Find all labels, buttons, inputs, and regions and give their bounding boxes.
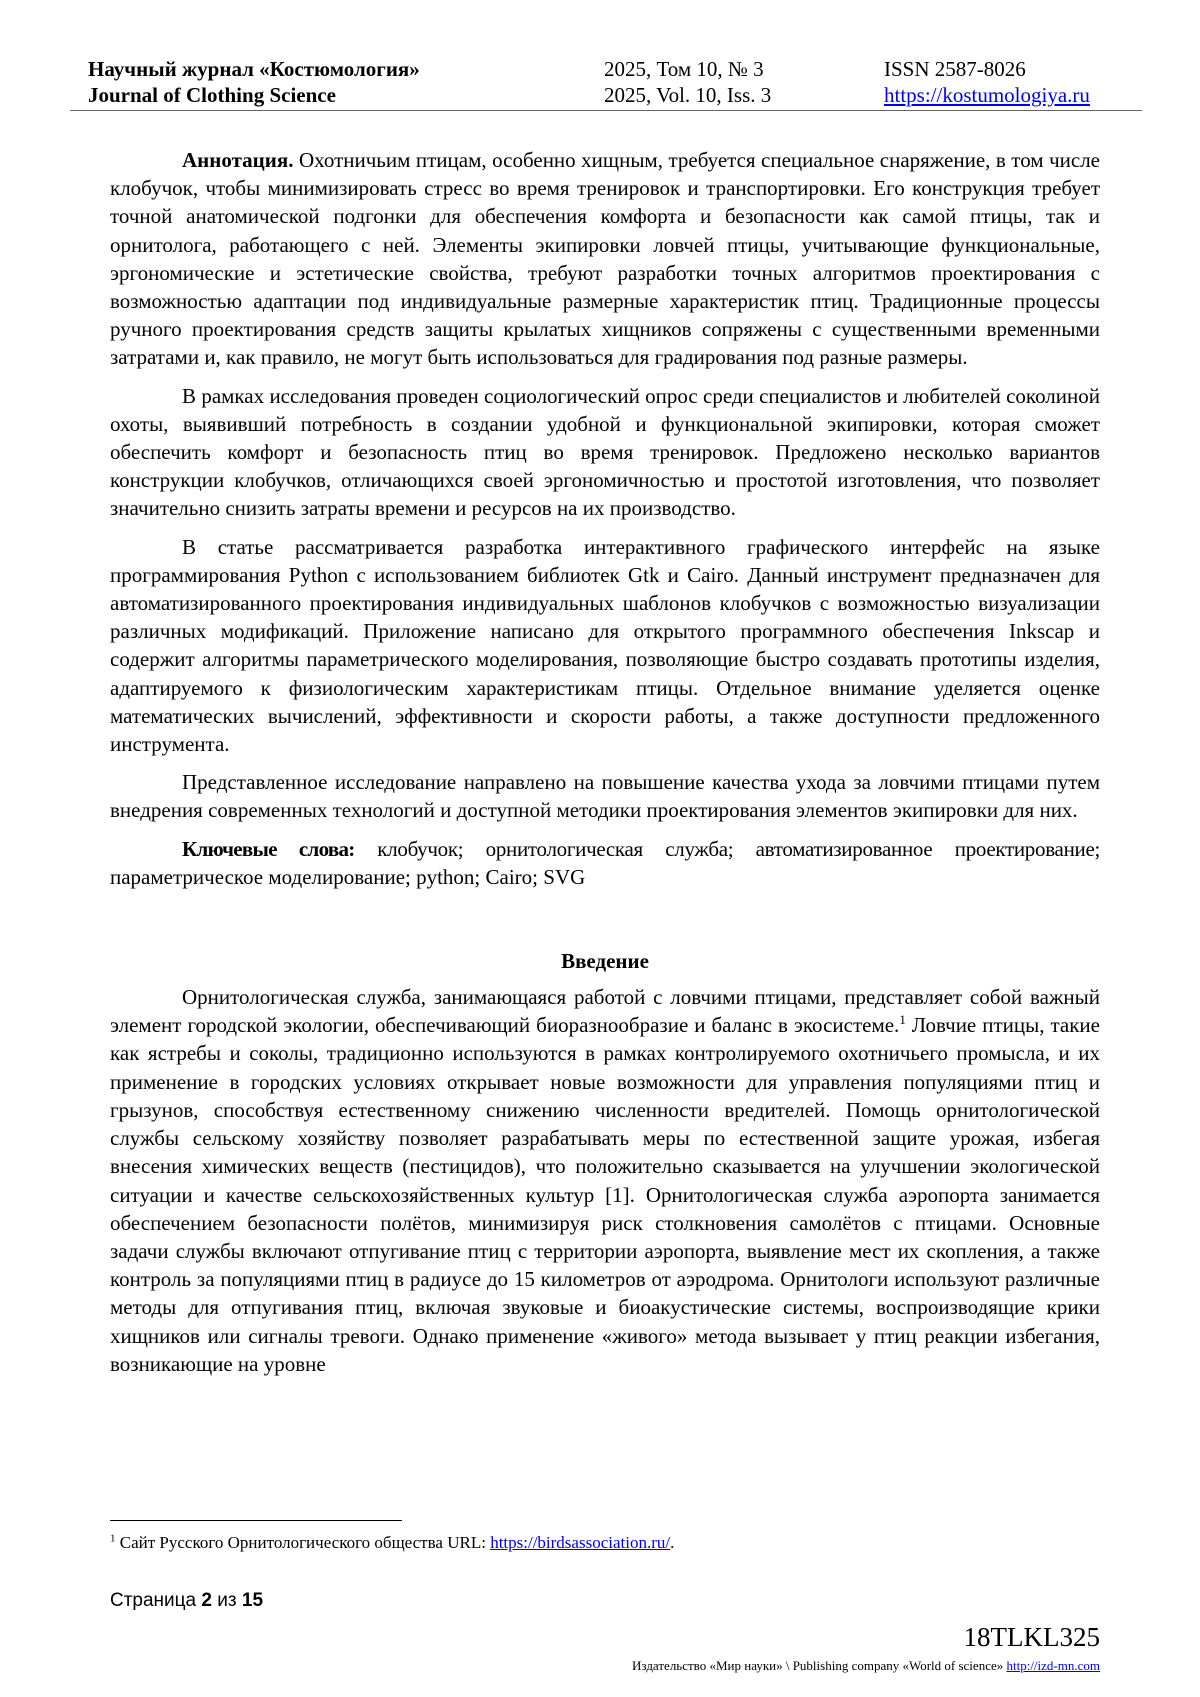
abstract-text-1: Охотничьим птицам, особенно хищным, требуется специальное снаряжение, в том числе клобучок, чтобы минимизировать стресс во время тренировок и транспортировки. Его конструкция требует точной анатомической подгонки для обеспечения комфорта и безопасности как самой птицы, так и орнитолога, работающего с ней. Элементы экипировки ловчей птицы, учитывающие функциональные, эргономические и эстетические свойства, требуют разработки точных алгоритмов проектирования с возможностью адаптации под индивидуальные размерные характеристик птиц. Традиционные процессы ручного проектирования средств защиты крылатых хищников сопряжены с существенными временными затратами и, как правило, не могут быть использоваться для градирования под разные размеры.	[110, 148, 1101, 370]
publisher-line	[632, 1658, 1100, 1674]
journal-website-link[interactable]: https://kostumologiya.ru	[884, 83, 1090, 107]
footnote-reference[interactable]: 1	[899, 1012, 906, 1028]
issue-info-ru: 2025, Том 10, № 3	[604, 57, 764, 81]
article-code: 18TLKL325	[963, 1622, 1100, 1652]
issue-info	[604, 56, 771, 108]
footnote-mark: 1	[110, 1532, 116, 1545]
keywords-text-continued: параметрическое моделирование; python; Cairo; SVG	[110, 864, 586, 889]
section-title-introduction: Введение	[561, 949, 649, 974]
footnote-text: Сайт Русского Орнитологического общества URL:	[115, 1533, 491, 1552]
page-label: Страница	[110, 1590, 202, 1611]
journal-title	[88, 56, 420, 108]
keywords-label: Ключевые слова:	[182, 836, 355, 861]
page-current: 2	[201, 1590, 212, 1611]
article-body	[110, 146, 1100, 1388]
page-of: из	[211, 1590, 242, 1611]
journal-title-ru: Научный журнал «Костюмология»	[88, 57, 420, 81]
introduction-text-rest: Ловчие птицы, такие как ястребы и соколы, традиционно используются в рамках контролируемого охотничьего промысла, и их применение в городских условиях открывает новые возможности для управления популяциями птиц и грызунов, способствуя естественному снижению численности вредителей. Помощь орнитологической службы сельскому хозяйству позволяет разрабатывать меры по естественной защите урожая, избегая внесения химических веществ (пестицидов), что положительно сказывается на улучшении экологической ситуации и качестве сельскохозяйственных культур [1]. Орнитологическая служба аэропорта занимается обеспечением безопасности полётов, минимизируя риск столкновения самолётов с птицами. Основные задачи службы включают отпугивание птиц с территории аэропорта, выявление мест их скопления, а также контроль за популяциями птиц в радиусе до 15 километров от аэродрома. Орнитологи используют различные методы для отпугивания птиц, включая звуковые и биоакустические системы, воспроизводящие крики хищников или сигналы тревоги. Однако применение «живого» метода вызывает у птиц реакции избегания, возникающие на уровне	[110, 1013, 1100, 1376]
abstract-paragraph-3: В статье рассматривается разработка интерактивного графического интерфейс на языке программирования Python с использованием библиотек Gtk и Cairo. Данный инструмент предназначен для автоматизированного проектирования индивидуальных шаблонов клобучков с возможностью визуализации различных модификаций. Приложение написано для открытого программного обеспечения Inkscap и содержит алгоритмы параметрического моделирования, позволяющие быстро создавать прототипы изделия, адаптируемого к физиологическим характеристикам птицы. Отдельное внимание уделяется оценке математических вычислений, эффективности и скорости работы, а также доступности предложенного инструмента.	[110, 534, 1100, 757]
introduction-paragraph	[110, 983, 1100, 1378]
footnote	[110, 1532, 674, 1554]
abstract-paragraph-1	[110, 146, 1100, 372]
footnote-end: .	[670, 1533, 675, 1552]
abstract-label: Аннотация.	[182, 148, 294, 172]
page-total: 15	[241, 1590, 264, 1611]
introduction-text-start: Орнитологическая служба, занимающаяся работой с ловчими птицами, представляет собой важный элемент городской экологии, обеспечивающий биоразнообразие и баланс в экосистеме.	[110, 985, 1100, 1038]
footnote-link[interactable]: https://birdsassociation.ru/	[490, 1533, 671, 1552]
page-number	[110, 1590, 263, 1612]
header-divider	[70, 110, 1142, 111]
journal-title-en: Journal of Clothing Science	[88, 83, 336, 107]
publisher-link[interactable]: http://izd-mn.com	[1006, 1658, 1100, 1673]
keywords-text: клобучок; орнитологическая служба; автоматизированное проектирование;	[377, 836, 1100, 861]
publisher-text: Издательство «Мир науки» \ Publishing company «World of science»	[632, 1658, 1007, 1673]
journal-identifiers	[884, 56, 1090, 108]
abstract-paragraph-2: В рамках исследования проведен социологический опрос среди специалистов и любителей соколиной охоты, выявивший потребность в создании удобной и функциональной экипировки, которая сможет обеспечить комфорт и безопасность птиц во время тренировок. Предложено несколько вариантов конструкции клобучков, отличающихся своей эргономичностью и простотой изготовления, что позволяет значительно снизить затраты времени и ресурсов на их производство.	[110, 383, 1100, 521]
issn: ISSN 2587-8026	[884, 57, 1026, 81]
abstract-paragraph-4: Представленное исследование направлено на повышение качества ухода за ловчими птицами путем внедрения современных технологий и доступной методики проектирования элементов экипировки для них.	[110, 770, 1100, 823]
keywords	[110, 835, 1100, 891]
footnote-divider	[110, 1520, 402, 1521]
issue-info-en: 2025, Vol. 10, Iss. 3	[604, 83, 772, 107]
